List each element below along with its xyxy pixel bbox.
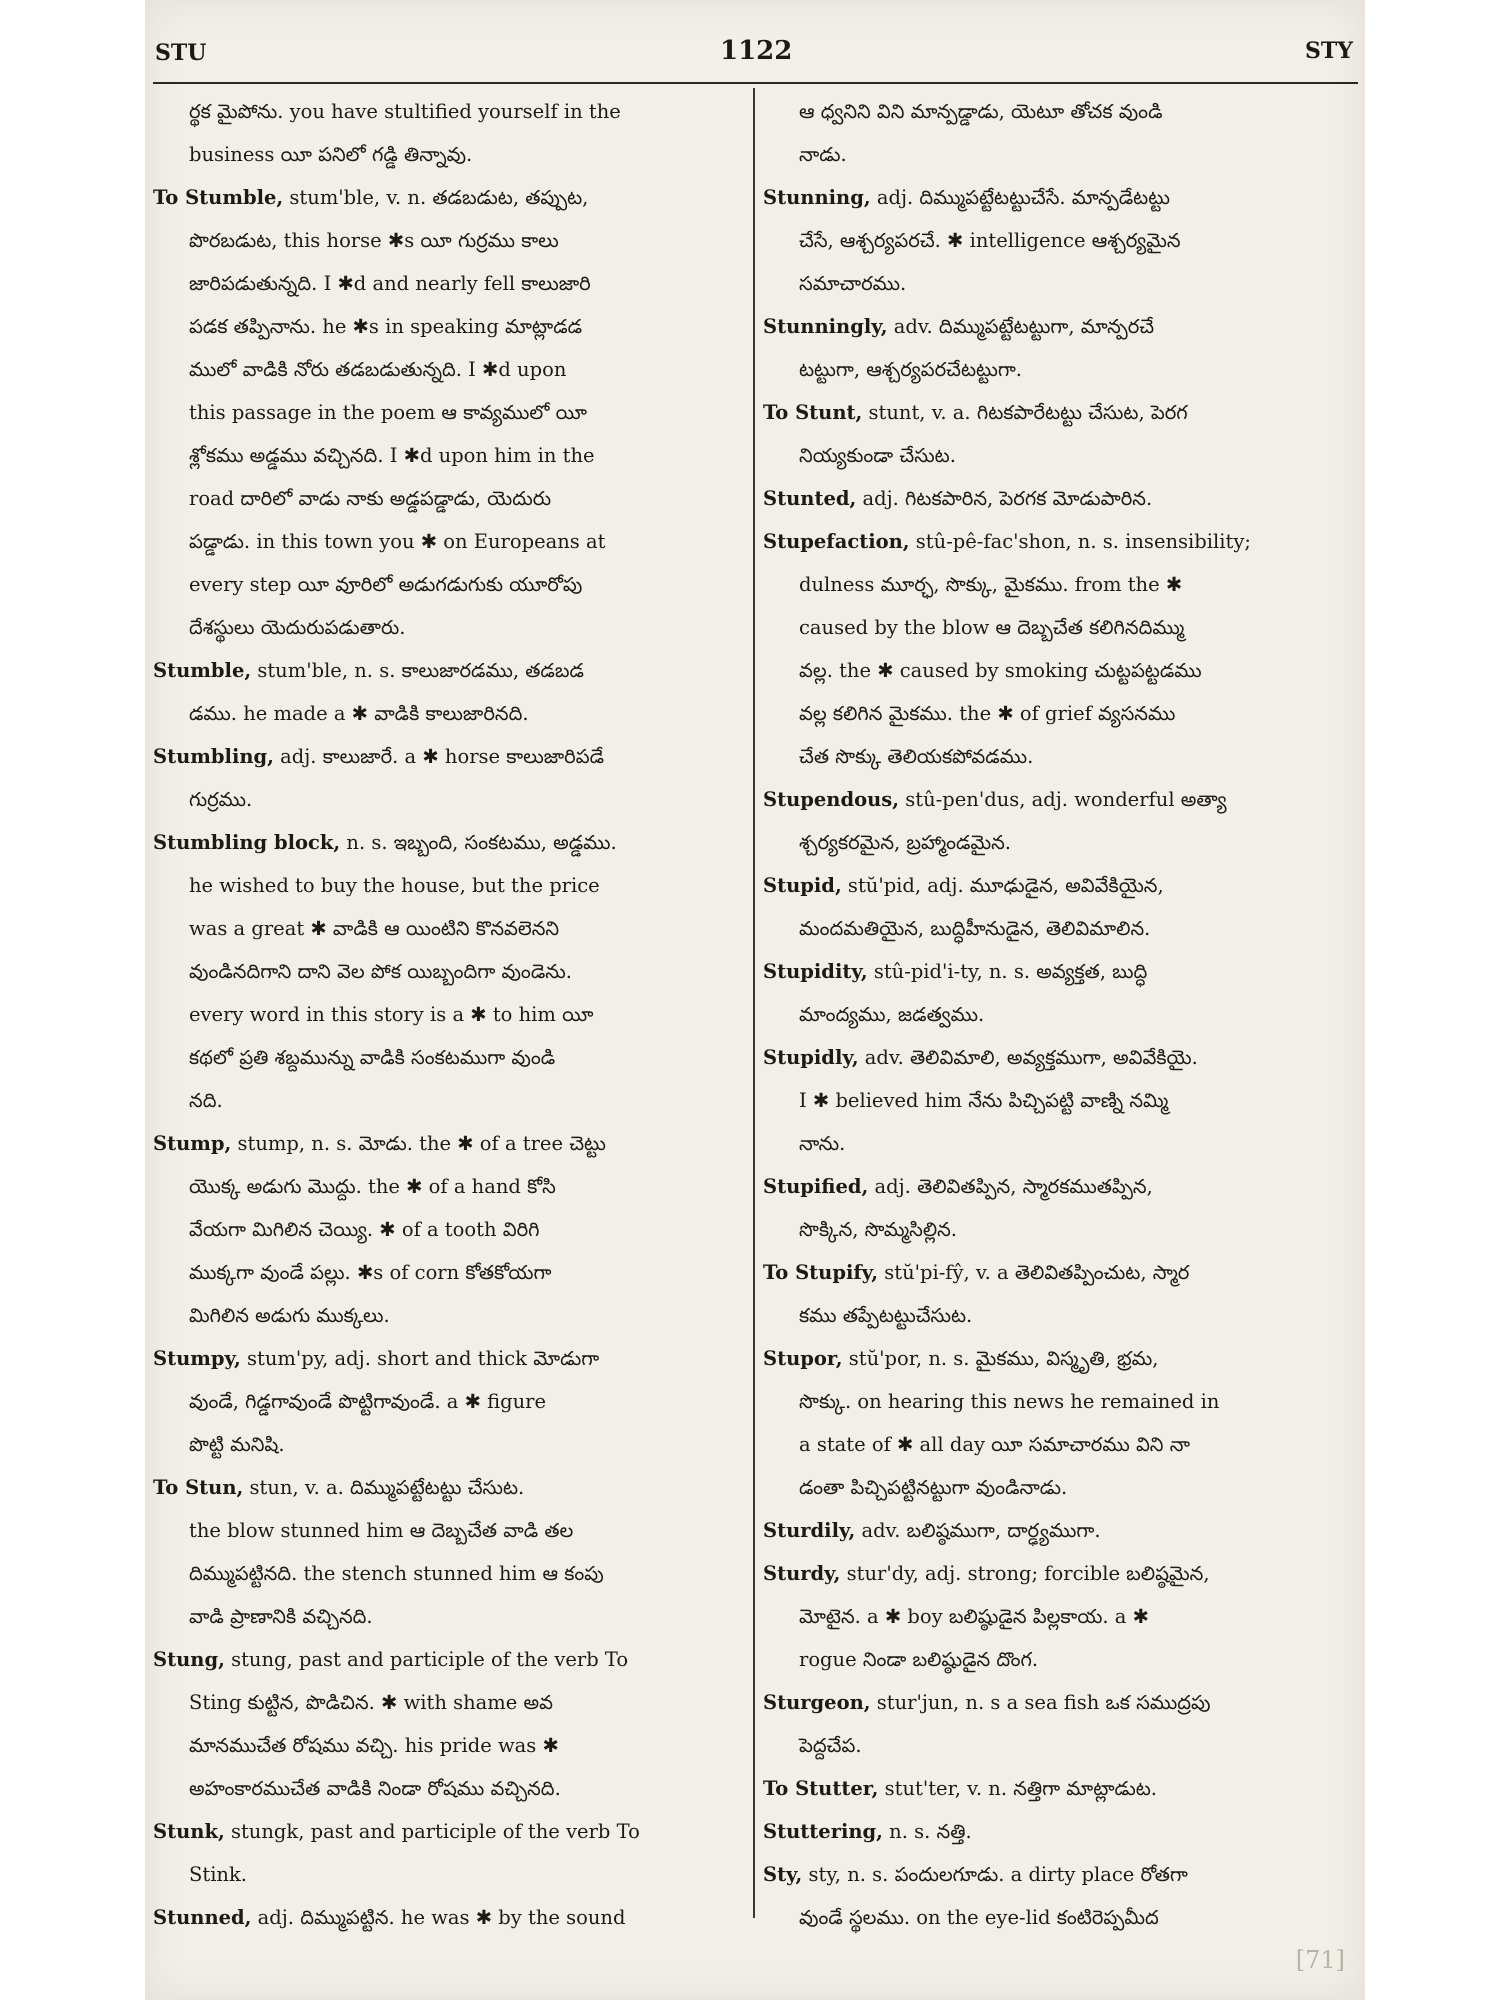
entry-continuation-line: గుర్రము. [189, 788, 253, 811]
entry-continuation-line: నది. [189, 1089, 223, 1112]
dictionary-entry [763, 1681, 1353, 1767]
entry-first-line [763, 1165, 1353, 1208]
dictionary-entry [763, 864, 1353, 950]
page-number: 1122 [720, 36, 793, 66]
entry-continuation-line: శ్లోకము అడ్డము వచ్చినది. I ✱d upon him in the [189, 444, 595, 467]
entry-continuation-line: వల్ల కలిగిన మైకము. the ✱ of grief వ్యసనము [799, 702, 1176, 725]
headword: Stupendous, [763, 788, 900, 811]
entry-first-line [763, 950, 1353, 993]
headword: Stunning, [763, 186, 871, 209]
dictionary-entry [153, 90, 743, 176]
entry-continuation-line: వాడి ప్రాణానికి వచ్చినది. [189, 1605, 373, 1628]
entry-definition: stump, n. s. మోడు. the ✱ of a tree చెట్టు [231, 1132, 606, 1155]
dictionary-entry [763, 778, 1353, 864]
entry-continuation-line: మాంద్యము, జడత్వము. [799, 1003, 985, 1026]
entry-first-line [153, 1337, 743, 1380]
entry-first-line [763, 1337, 1353, 1380]
entry-first-line [763, 864, 1353, 907]
dictionary-entry [763, 520, 1353, 778]
entry-continuation-line: పెద్దచేప. [799, 1734, 862, 1757]
entry-continuation-line: business యీ పనిలో గడ్డి తిన్నావు. [189, 143, 473, 166]
entry-continuation-line: వుండినదిగాని దాని వెల పోక యిబ్బందిగా వుండెను. [189, 960, 572, 983]
headword: Stupid, [763, 874, 842, 897]
entry-continuation-line: every word in this story is a ✱ to him యీ [189, 1003, 594, 1026]
entry-continuation-line: సొక్కిన, సొమ్మసిల్లిన. [799, 1218, 958, 1241]
dictionary-entry [763, 477, 1353, 520]
entry-continuation-line: rogue నిండా బలిష్ఠుడైన దొంగ. [799, 1648, 1039, 1671]
entry-continuation-line: డము. he made a ✱ వాడికి కాలుజారినది. [189, 702, 529, 725]
entry-definition: stung, past and participle of the verb To [224, 1648, 629, 1671]
header-rule [153, 82, 1358, 84]
entry-definition: adv. తెలివిమాలి, అవ్యక్తముగా, అవివేకియై. [858, 1046, 1198, 1069]
entry-continuation-line: a state of ✱ all day యీ సమాచారము విని నా [799, 1433, 1190, 1456]
dictionary-entry [763, 90, 1353, 176]
headword: Sty, [763, 1863, 803, 1886]
entry-definition: adj. దిమ్ముపట్టేటట్టుచేసే. మాన్పడేటట్టు [870, 186, 1171, 209]
entry-continuation-line: దిమ్ముపట్టినది. the stench stunned him ఆ కంపు [189, 1562, 604, 1585]
entry-definition: adj. తెలివితప్పిన, స్మారకముతప్పిన, [868, 1175, 1153, 1198]
headword: Stunk, [153, 1820, 225, 1843]
entry-continuation-line: శ్చర్యకరమైన, బ్రహ్మాండమైన. [799, 831, 1011, 854]
dictionary-entry [153, 1122, 743, 1337]
entry-definition: adj. కాలుజారే. a ✱ horse కాలుజారిపడే [273, 745, 605, 768]
entry-continuation-line: వల్ల. the ✱ caused by smoking చుట్టపట్టడము [799, 659, 1202, 682]
entry-first-line [763, 1251, 1353, 1294]
entry-continuation-line: dulness మూర్ఛ, సొక్కు, మైకము. from the ✱ [799, 573, 1183, 596]
entry-definition: stut'ter, v. n. నత్తిగా మాట్లాడుట. [878, 1777, 1157, 1800]
column-divider [753, 88, 755, 1918]
headword: To Stutter, [763, 1777, 879, 1800]
entry-definition: adv. బలిష్ఠముగా, దార్ఢ్యముగా. [855, 1519, 1101, 1542]
dictionary-entry [763, 176, 1353, 305]
entry-first-line [763, 1810, 1353, 1853]
dictionary-entry [763, 1767, 1353, 1810]
dictionary-entry [763, 391, 1353, 477]
entry-definition: adj. గిటకపారిన, పెరగక మోడుపారిన. [856, 487, 1153, 510]
entry-definition: stŭ'pid, adj. మూఢుడైన, అవివేకియైన, [841, 874, 1164, 897]
headword: Stunned, [153, 1906, 252, 1929]
entry-continuation-line: this passage in the poem ఆ కావ్యములో యీ [189, 401, 588, 424]
right-column [763, 90, 1353, 1939]
entry-continuation-line: నాడు. [799, 143, 847, 166]
entry-definition: stum'ble, n. s. కాలుజారడము, తడబడ [251, 659, 584, 682]
entry-first-line [153, 649, 743, 692]
entry-first-line [153, 1122, 743, 1165]
entry-definition: stû-pid'i-ty, n. s. అవ్యక్తత, బుద్ధి [867, 960, 1148, 983]
entry-continuation-line: మానముచేత రోషము వచ్చి. his pride was ✱ [189, 1734, 559, 1757]
entry-definition: stungk, past and participle of the verb To [224, 1820, 640, 1843]
headword: Stupefaction, [763, 530, 910, 553]
entry-definition: stŭ'por, n. s. మైకము, విస్మృతి, భ్రమ, [842, 1347, 1159, 1370]
headword: To Stupify, [763, 1261, 879, 1284]
entry-continuation-line: చేత సొక్కు తెలియకపోవడము. [799, 745, 1034, 768]
headword: Stupidly, [763, 1046, 859, 1069]
entry-first-line [763, 305, 1353, 348]
entry-first-line [763, 477, 1353, 520]
entry-first-line [153, 1466, 743, 1509]
entry-continuation-line: మిగిలిన అడుగు ముక్కలు. [189, 1304, 390, 1327]
entry-continuation-line: యొక్క అడుగు మొద్దు. the ✱ of a hand కోసి [189, 1175, 556, 1198]
entry-first-line [153, 1896, 743, 1939]
headword: To Stumble, [153, 186, 284, 209]
dictionary-entry [763, 1251, 1353, 1337]
dictionary-entry [153, 649, 743, 735]
entry-definition: adv. దిమ్ముపట్టేటట్టుగా, మాన్పరచే [887, 315, 1155, 338]
entry-first-line [763, 1036, 1353, 1079]
headword: Stumble, [153, 659, 252, 682]
dictionary-entry [763, 1853, 1353, 1939]
entry-continuation-line: అహంకారముచేత వాడికి నిండా రోషము వచ్చినది. [189, 1777, 561, 1800]
dictionary-entry [153, 735, 743, 821]
dictionary-entry [763, 950, 1353, 1036]
entry-continuation-line: he wished to buy the house, but the price [189, 874, 600, 897]
dictionary-page [145, 0, 1365, 2000]
dictionary-entry [153, 1638, 743, 1810]
entry-definition: stŭ'pi-fŷ, v. a తెలివితప్పించుట, స్మార [878, 1261, 1190, 1284]
entry-definition: stur'jun, n. s a sea fish ఒక సముద్రపు [870, 1691, 1211, 1714]
entry-continuation-line: వుండే, గిడ్డగావుండే పొట్టిగావుండే. a ✱ figure [189, 1390, 547, 1413]
entry-definition: stun, v. a. దిమ్ముపట్టేటట్టు చేసుట. [243, 1476, 525, 1499]
entry-first-line [153, 735, 743, 778]
entry-continuation-line: ములో వాడికి నోరు తడబడుతున్నది. I ✱d upon [189, 358, 567, 381]
headword: Sturgeon, [763, 1691, 871, 1714]
dictionary-entry [153, 1810, 743, 1896]
dictionary-entry [153, 176, 743, 649]
entry-continuation-line: కము తప్పేటట్టుచేసుట. [799, 1304, 973, 1327]
headword: To Stun, [153, 1476, 244, 1499]
entry-definition: stum'ble, v. n. తడబడుట, తప్పుట, [283, 186, 589, 209]
entry-definition: stû-pê-fac'shon, n. s. insensibility; [909, 530, 1251, 553]
entry-continuation-line: సమాచారము. [799, 272, 907, 295]
dictionary-entry [763, 305, 1353, 391]
headword: Stumpy, [153, 1347, 241, 1370]
entry-first-line [763, 1853, 1353, 1896]
entry-first-line [153, 1638, 743, 1681]
entry-first-line [153, 1810, 743, 1853]
headword: To Stunt, [763, 401, 863, 424]
dictionary-entry [153, 1337, 743, 1466]
dictionary-entry [153, 1896, 743, 1939]
entry-continuation-line: ఆ ధ్వనిని విని మాన్పడ్డాడు, యెటూ తోచక వుండి [799, 100, 1163, 123]
entry-first-line [153, 176, 743, 219]
entry-definition: n. s. ఇబ్బంది, సంకటము, అడ్డము. [340, 831, 617, 854]
entry-continuation-line: road దారిలో వాడు నాకు అడ్డపడ్డాడు, యెదురు [189, 487, 552, 510]
entry-continuation-line: the blow stunned him ఆ దెబ్బచేత వాడి తల [189, 1519, 574, 1542]
entry-continuation-line: డంతా పిచ్చిపట్టినట్టుగా వుండినాడు. [799, 1476, 1068, 1499]
corner-mark: [71] [1295, 1946, 1345, 1974]
headword: Sturdy, [763, 1562, 841, 1585]
running-header [145, 32, 1365, 72]
entry-continuation-line: వేయగా మిగిలిన చెయ్యి. ✱ of a tooth విరిగి [189, 1218, 540, 1241]
entry-continuation-line: పొట్టి మనిషి. [189, 1433, 285, 1456]
header-right-guideword: STY [1305, 38, 1353, 64]
entry-first-line [763, 1767, 1353, 1810]
headword: Stupidity, [763, 960, 868, 983]
entry-continuation-line: టట్టుగా, ఆశ్చర్యపరచేటట్టుగా. [799, 358, 1022, 381]
entry-continuation-line: దేశస్థులు యెదురుపడుతారు. [189, 616, 406, 639]
entry-continuation-line: పొరబడుట, this horse ✱s యీ గుర్రము కాలు [189, 229, 559, 252]
entry-continuation-line: Sting కుట్టిన, పొడిచిన. ✱ with shame అవ [189, 1691, 553, 1714]
entry-continuation-line: సొక్కు. on hearing this news he remained in [799, 1390, 1220, 1413]
entry-definition: n. s. నత్తి. [882, 1820, 972, 1843]
dictionary-entry [763, 1337, 1353, 1509]
entry-first-line [763, 391, 1353, 434]
header-left-guideword: STU [155, 40, 207, 66]
entry-definition: sty, n. s. పందులగూడు. a dirty place రోతగా [802, 1863, 1188, 1886]
entry-first-line [763, 176, 1353, 219]
dictionary-entry [763, 1165, 1353, 1251]
dictionary-entry [763, 1036, 1353, 1165]
entry-continuation-line: పడక తప్పినాను. he ✱s in speaking మాట్లాడడ [189, 315, 583, 338]
entry-continuation-line: మందమతియైన, బుద్ధిహీనుడైన, తెలివిమాలిన. [799, 917, 1151, 940]
entry-first-line [763, 520, 1353, 563]
entry-definition: stunt, v. a. గిటకపారేటట్టు చేసుట, పెరగ [862, 401, 1188, 424]
entry-continuation-line: నాను. [799, 1132, 846, 1155]
entry-continuation-line: Stink. [189, 1863, 248, 1886]
entry-definition: stum'py, adj. short and thick మోడుగా [240, 1347, 600, 1370]
entry-definition: stur'dy, adj. strong; forcible బలిష్ఠమైన, [840, 1562, 1210, 1585]
entry-continuation-line: మోటైన. a ✱ boy బలిష్ఠుడైన పిల్లకాయ. a ✱ [799, 1605, 1149, 1628]
dictionary-entry [763, 1509, 1353, 1552]
entry-continuation-line: every step యీ వూరిలో అడుగడుగుకు యూరోపు [189, 573, 583, 596]
headword: Stumbling, [153, 745, 274, 768]
entry-first-line [763, 1552, 1353, 1595]
entry-continuation-line: కథలో ప్రతి శబ్దమున్ను వాడికి సంకటముగా వుండి [189, 1046, 556, 1069]
headword: Stupified, [763, 1175, 869, 1198]
entry-first-line [763, 1681, 1353, 1724]
entry-continuation-line: ర్థక మైపోను. you have stultified yourself in the [189, 100, 621, 123]
headword: Stunted, [763, 487, 857, 510]
headword: Stunningly, [763, 315, 888, 338]
left-column [153, 90, 743, 1939]
headword: Sturdily, [763, 1519, 856, 1542]
entry-continuation-line: ముక్కగా వుండే పల్లు. ✱s of corn కోతకోయగా [189, 1261, 552, 1284]
headword: Stuttering, [763, 1820, 883, 1843]
entry-definition: adj. దిమ్ముపట్టిన. he was ✱ by the sound [251, 1906, 626, 1929]
entry-continuation-line: was a great ✱ వాడికి ఆ యింటిని కొనవలెనని [189, 917, 560, 940]
entry-continuation-line: నియ్యకుండా చేసుట. [799, 444, 956, 467]
dictionary-entry [763, 1552, 1353, 1681]
dictionary-entry [153, 1466, 743, 1638]
dictionary-entry [763, 1810, 1353, 1853]
entry-first-line [763, 778, 1353, 821]
headword: Stumbling block, [153, 831, 341, 854]
entry-continuation-line: caused by the blow ఆ దెబ్బచేత కలిగినదిమ్ము [799, 616, 1185, 639]
entry-definition: stû-pen'dus, adj. wonderful అత్యా [899, 788, 1227, 811]
dictionary-entry [153, 821, 743, 1122]
headword: Stung, [153, 1648, 225, 1671]
entry-continuation-line: వుండే స్థలము. on the eye-lid కంటిరెప్పమీద [799, 1906, 1159, 1929]
entry-first-line [153, 821, 743, 864]
entry-continuation-line: పడ్డాడు. in this town you ✱ on Europeans at [189, 530, 606, 553]
entry-first-line [763, 1509, 1353, 1552]
headword: Stump, [153, 1132, 232, 1155]
entry-continuation-line: జారిపడుతున్నది. I ✱d and nearly fell కాలుజారి [189, 272, 591, 295]
entry-continuation-line: చేసే, ఆశ్చర్యపరచే. ✱ intelligence ఆశ్చర్యమైన [799, 229, 1181, 252]
headword: Stupor, [763, 1347, 843, 1370]
entry-continuation-line: I ✱ believed him నేను పిచ్చిపట్టి వాణ్ని నమ్మి [799, 1089, 1169, 1112]
